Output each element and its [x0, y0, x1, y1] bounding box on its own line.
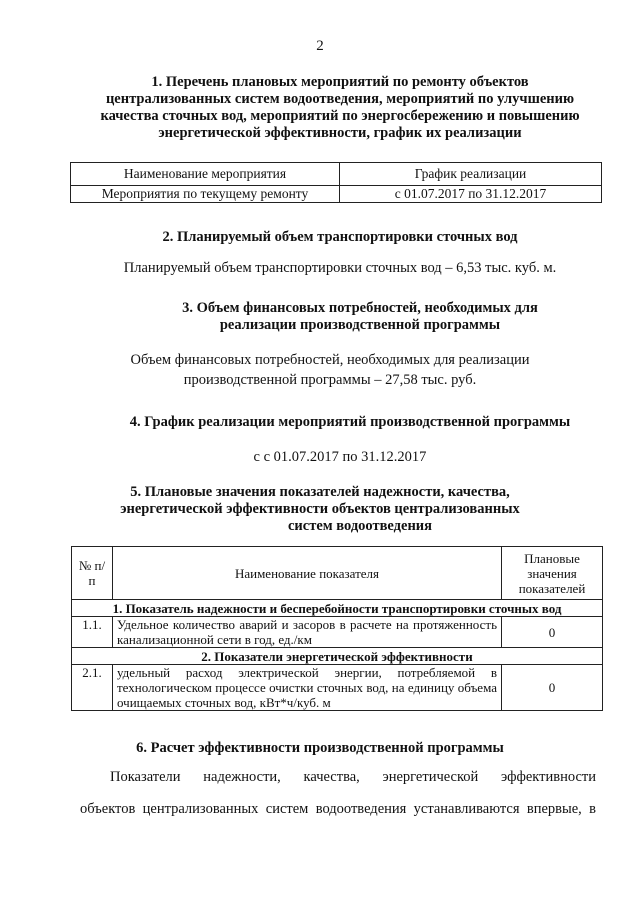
table-cell: с 01.07.2017 по 31.12.2017 [340, 186, 602, 203]
table-header: График реализации [340, 163, 602, 186]
table-row [72, 617, 603, 648]
section6-line2: объектов централизованных систем водоотведения устанавливаются впервые, в [80, 801, 596, 817]
section2-text: Планируемый объем транспортировки сточных вод – 6,53 тыс. куб. м. [123, 260, 557, 276]
table-cell: Мероприятия по текущему ремонту [71, 186, 340, 203]
activities-table [70, 162, 602, 203]
group-title: 1. Показатель надежности и бесперебойности транспортировки сточных вод [72, 600, 603, 617]
indicators-table [71, 546, 603, 711]
section4-title: 4. График реализации мероприятий производственной программы [129, 414, 571, 430]
section1-title: 1. Перечень плановых мероприятий по ремонту объектов централизованных систем водоотведения, мероприятий по улучшению качества сточных вод, мероприятий по энергосбережению и повышению энергетической эффективности, график их реализации [100, 74, 580, 141]
section3-text: Объем финансовых потребностей, необходимых для реализации производственной программы – 27,58 тыс. руб. [130, 352, 530, 388]
row-value: 0 [502, 617, 603, 648]
table-row [71, 186, 602, 203]
section3-title: 3. Объем финансовых потребностей, необходимых для реализации производственной программы [182, 300, 538, 333]
table-group-row [72, 600, 603, 617]
table-header-row [71, 163, 602, 186]
table-header-row [72, 547, 603, 600]
section6-title: 6. Расчет эффективности производственной программы [136, 740, 504, 756]
section4-text: с с 01.07.2017 по 31.12.2017 [253, 449, 427, 465]
row-name: Удельное количество аварий и засоров в расчете на протяженность канализационной сети в год, ед./км [113, 617, 502, 648]
row-name: удельный расход электрической энергии, потребляемой в технологическом процессе очистки сточных вод, на единицу объема очищаемых сточных вод, кВт*ч/куб. м [113, 665, 502, 711]
page-number: 2 [316, 38, 324, 54]
table-group-row [72, 648, 603, 665]
group-title: 2. Показатели энергетической эффективности [72, 648, 603, 665]
row-number: 1.1. [72, 617, 113, 648]
section6-line1: Показатели надежности, качества, энергетической эффективности [110, 769, 596, 785]
table-header-num: № п/п [72, 547, 113, 600]
row-number: 2.1. [72, 665, 113, 711]
section2-title: 2. Планируемый объем транспортировки сточных вод [162, 229, 518, 245]
row-value: 0 [502, 665, 603, 711]
section5-title: 5. Плановые значения показателей надежности, качества, энергетической эффективности объектов централизованных систем водоотведения [120, 484, 520, 534]
table-row [72, 665, 603, 711]
table-header-name: Наименование показателя [113, 547, 502, 600]
table-header: Наименование мероприятия [71, 163, 340, 186]
table-header-value: Плановые значения показателей [502, 547, 603, 600]
